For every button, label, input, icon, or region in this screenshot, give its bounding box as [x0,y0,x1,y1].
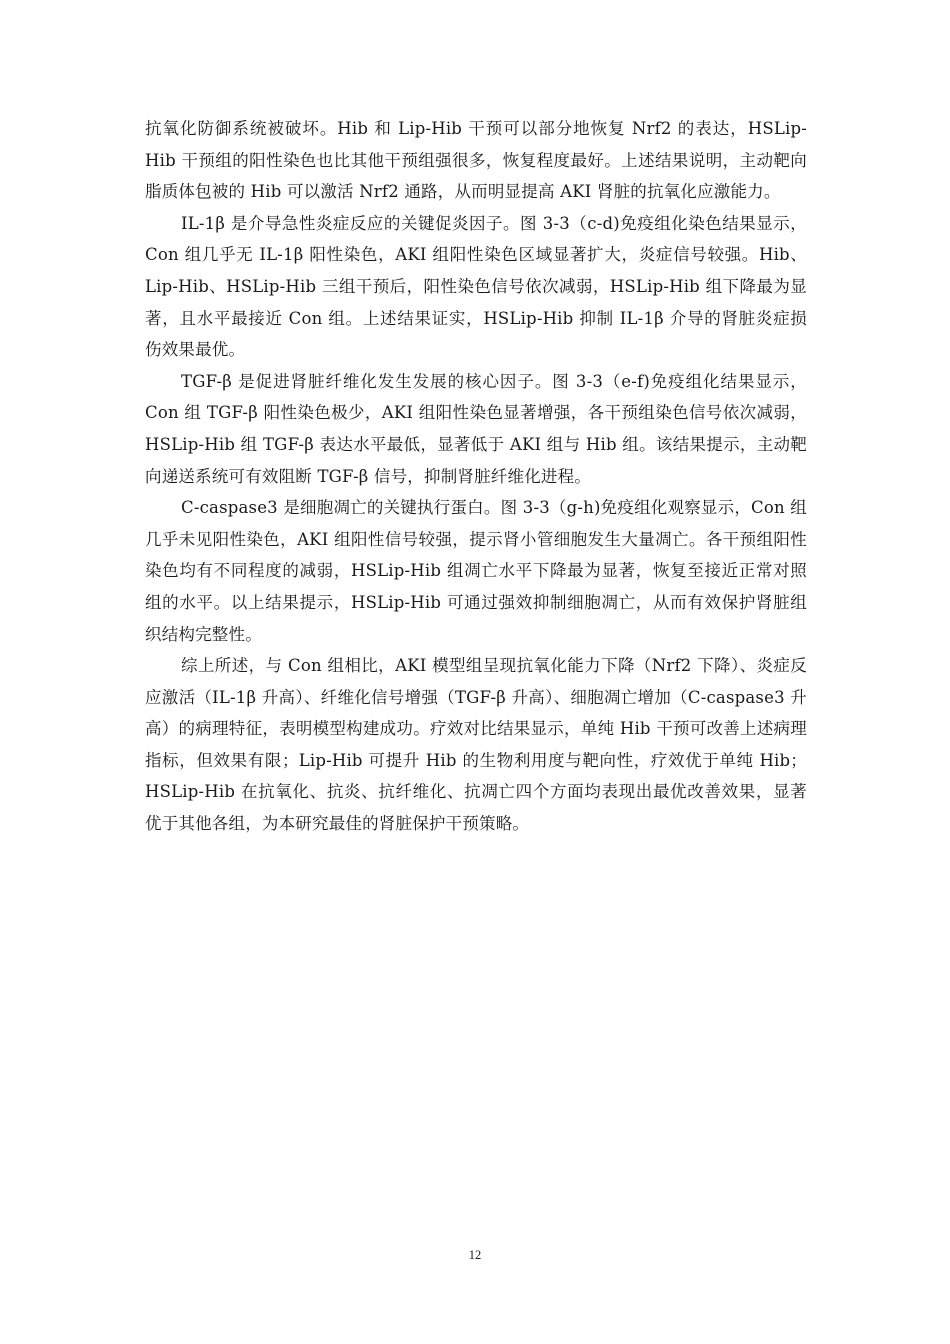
paragraph-antioxidant-continuation: 抗氧化防御系统被破坏。Hib 和 Lip-Hib 干预可以部分地恢复 Nrf2 的表达，HSLip-Hib 干预组的阳性染色也比其他干预组强很多，恢复程度最好。上述结果说明，主动靶向脂质体包被的 Hib 可以激活 Nrf2 通路，从而明显提高 AKI 肾脏的抗氧化应激能力。 [145,119,807,202]
page-number: 12 [468,1248,482,1262]
paragraph-tgfb: TGF-β 是促进肾脏纤维化发生发展的核心因子。图 3-3（e-f)免疫组化结果显示，Con 组 TGF-β 阳性染色极少，AKI 组阳性染色显著增强，各干预组染色信号依次减弱，HSLip-Hib 组 TGF-β 表达水平最低，显著低于 AKI 组与 Hib 组。该结果提示，主动靶向递送系统可有效阻断 TGF-β 信号，抑制肾脏纤维化进程。 [145,371,807,486]
paragraph-summary: 综上所述，与 Con 组相比，AKI 模型组呈现抗氧化能力下降（Nrf2 下降）、炎症反应激活（IL-1β 升高）、纤维化信号增强（TGF-β 升高）、细胞凋亡增加（C-caspase3 升高）的病理特征，表明模型构建成功。疗效对比结果显示，单纯 Hib 干预可改善上述病理指标，但效果有限；Lip-Hib 可提升 Hib 的生物利用度与靶向性，疗效优于单纯 Hib；HSLip-Hib 在抗氧化、抗炎、抗纤维化、抗凋亡四个方面均表现出最优改善效果，显著优于其他各组，为本研究最佳的肾脏保护干预策略。 [145,656,807,834]
paragraph-il1b: IL-1β 是介导急性炎症反应的关键促炎因子。图 3-3（c-d)免疫组化染色结果显示，Con 组几乎无 IL-1β 阳性染色，AKI 组阳性染色区域显著扩大，炎症信号较强。Hib、Lip-Hib、HSLip-Hib 三组干预后，阳性染色信号依次减弱，HSLip-Hib 组下降最为显著，且水平最接近 Con 组。上述结果证实，HSLip-Hib 抑制 IL-1β 介导的肾脏炎症损伤效果最优。 [145,213,807,360]
body-text [145,113,807,840]
paragraph-caspase3: C-caspase3 是细胞凋亡的关键执行蛋白。图 3-3（g-h)免疫组化观察显示，Con 组几乎未见阳性染色，AKI 组阳性信号较强，提示肾小管细胞发生大量凋亡。各干预组阳性染色均有不同程度的减弱，HSLip-Hib 组凋亡水平下降最为显著，恢复至接近正常对照组的水平。以上结果提示，HSLip-Hib 可通过强效抑制细胞凋亡，从而有效保护肾脏组织结构完整性。 [145,498,807,644]
